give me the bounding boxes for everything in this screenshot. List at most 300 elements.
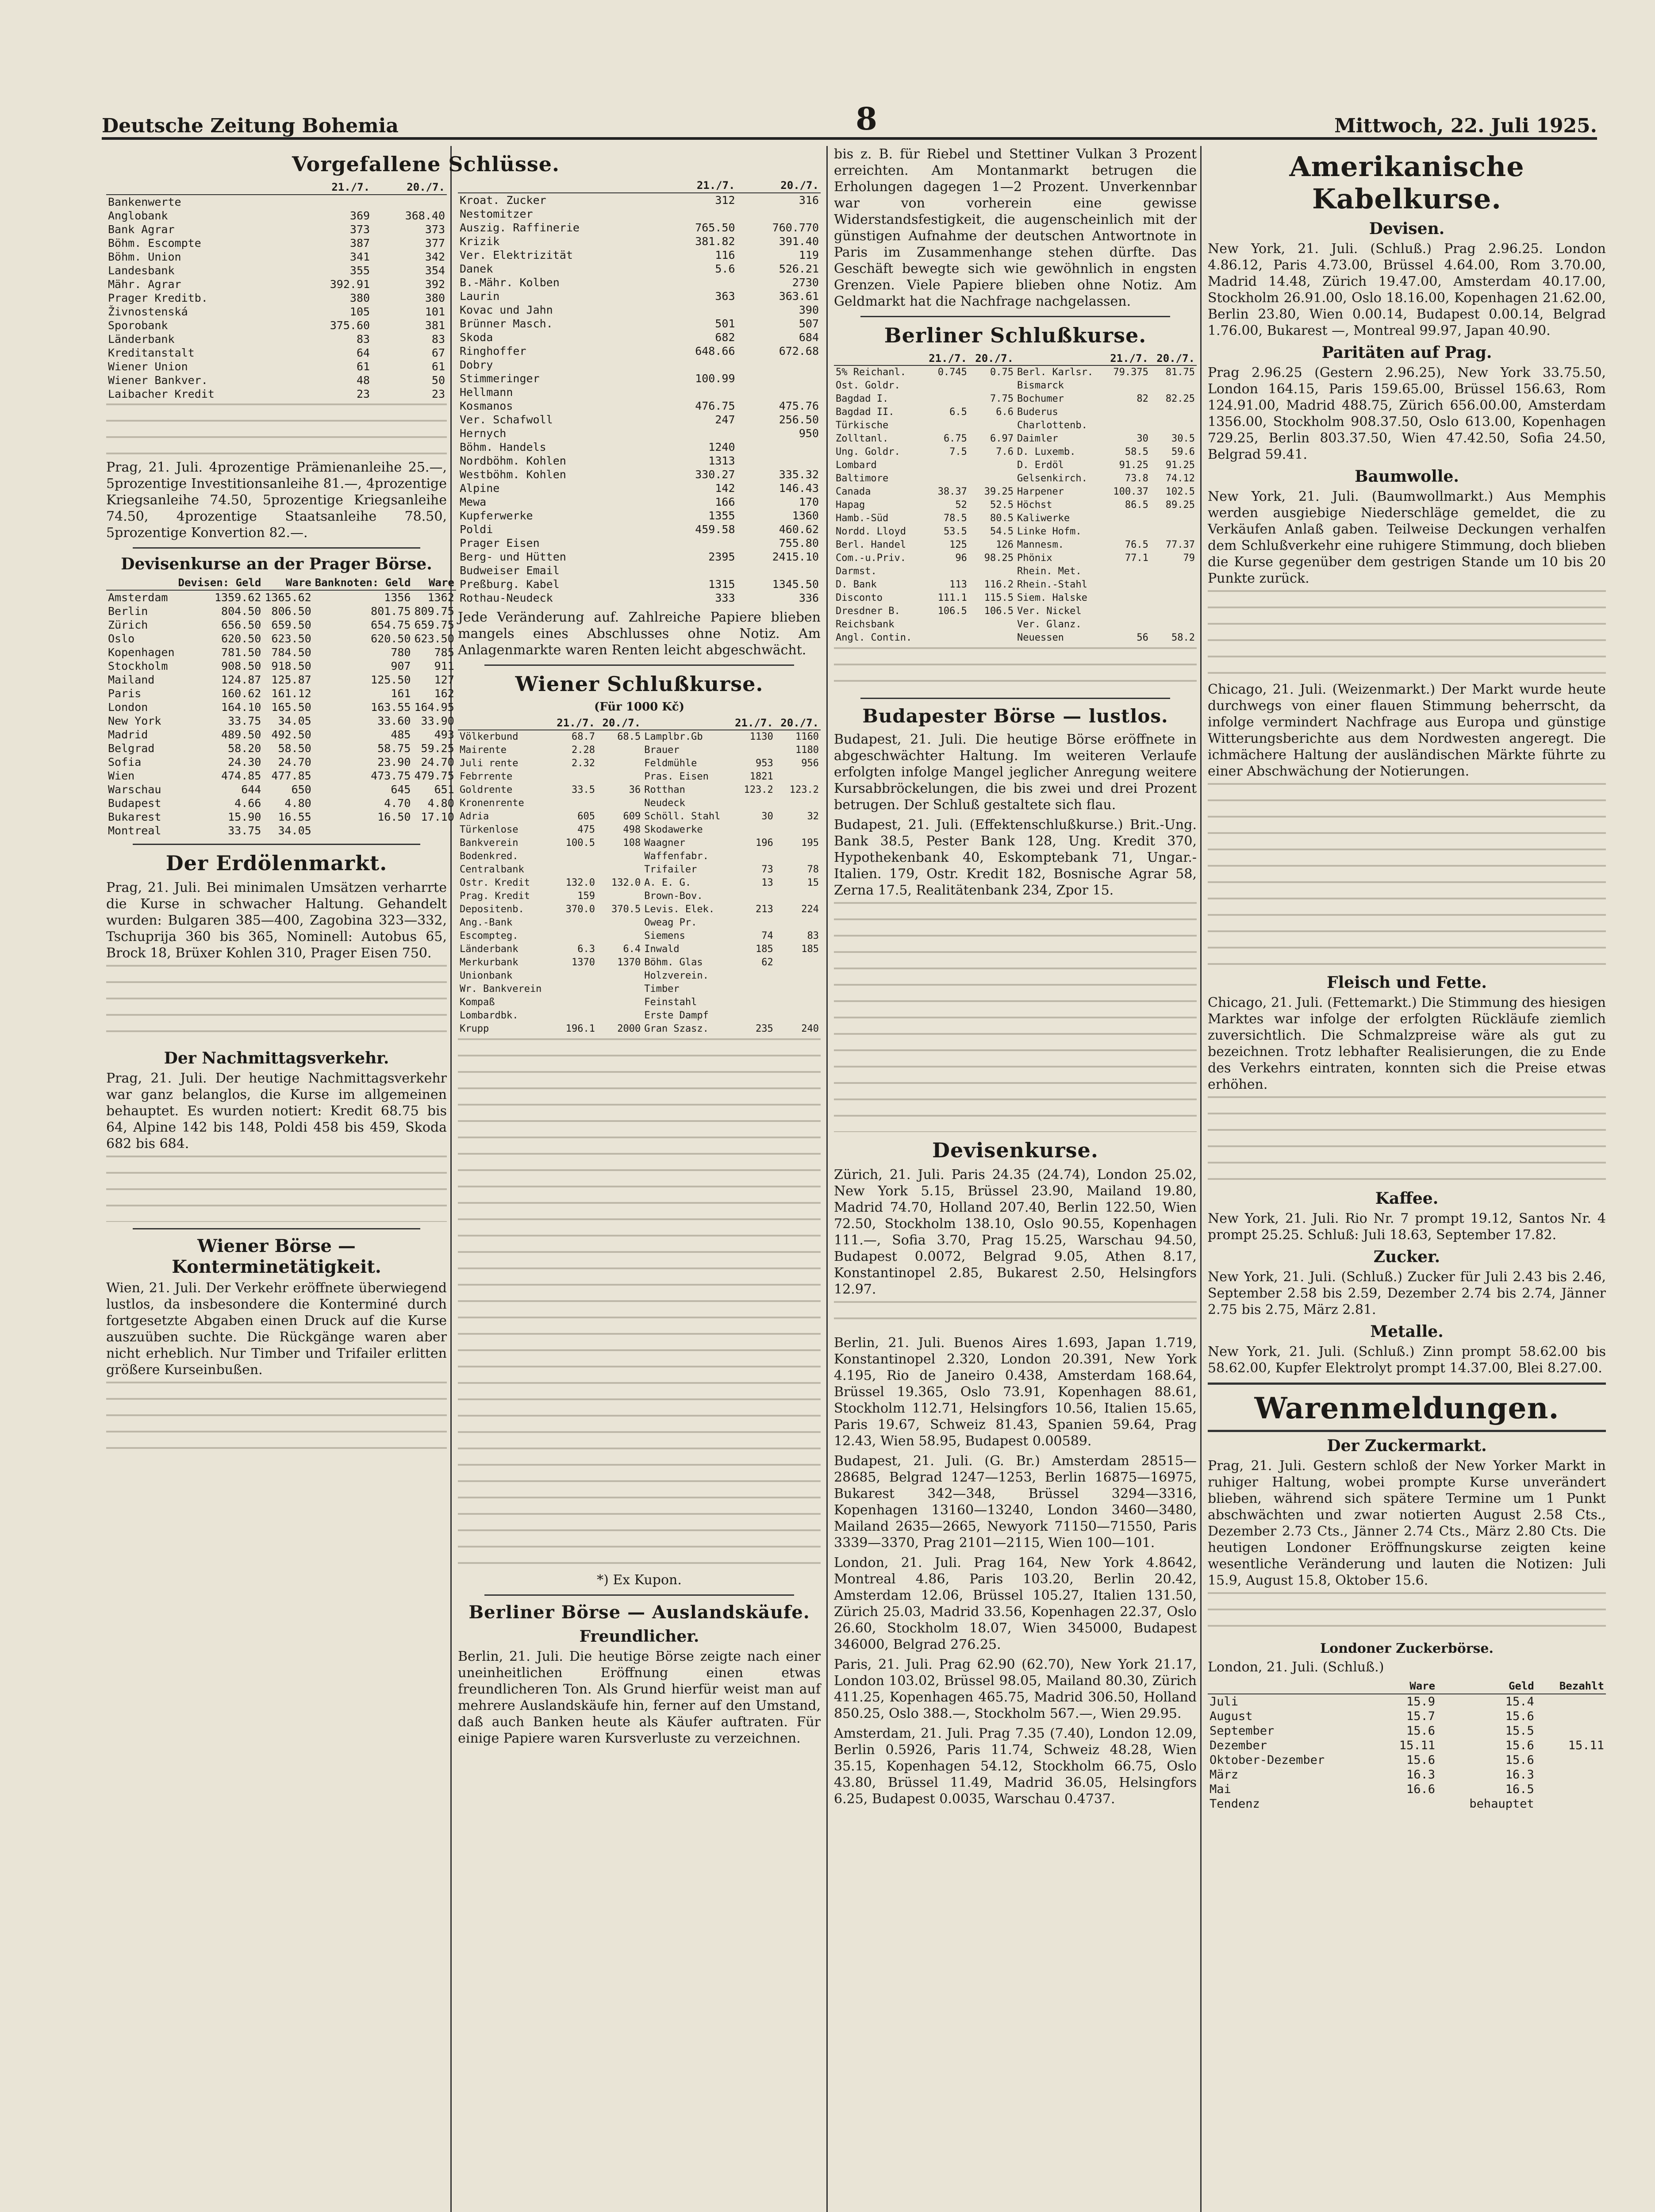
table-cell: Centralbank: [460, 864, 524, 875]
article-text: Prag 2.96.25 (Gestern 2.96.25), New York 33.75.50, London 164.15, Paris 159.65.00, Brüssel 156.63, Rom 124.91.00, Madrid 488.75, Zürich 656.00.00, Amsterdam 1356.00, Stockholm 908.37.50, Oslo 613.00, Kopenhagen 729.25, Berlin 803.37.50, Wien 47.42.50, Sofia 24.50, Belgrad 59.41.: [1208, 365, 1606, 462]
table-cell: [969, 631, 1015, 645]
table-row: [458, 358, 821, 372]
table-cell: Skodawerke: [644, 824, 703, 835]
table-row: [106, 645, 456, 659]
table-cell: Neuessen: [1017, 632, 1064, 643]
table-cell: Buderus: [1017, 407, 1058, 418]
table-cell: 911: [434, 660, 454, 672]
header-cell: 21./7.: [730, 716, 775, 730]
table-row: [1208, 1694, 1606, 1709]
table-cell: Inwald: [644, 944, 680, 955]
table-cell: 368.40: [405, 209, 445, 222]
table-cell: Böhm. Handels: [460, 441, 546, 453]
table-row: [458, 863, 821, 876]
table-cell: Budweiser Email: [460, 564, 560, 577]
table-cell: 342: [425, 250, 445, 263]
text-block: [834, 647, 1197, 691]
table-cell: Kompaß: [460, 997, 495, 1008]
table-cell: 185: [756, 944, 773, 955]
table-cell: [664, 385, 737, 399]
table-cell: [664, 536, 737, 550]
table-cell: 6.3: [577, 944, 595, 955]
table-cell: [922, 618, 969, 631]
table-cell: [313, 824, 413, 837]
table-cell: Mairente: [460, 745, 507, 756]
table-cell: Mewa: [460, 495, 487, 508]
table-cell: 34.05: [278, 714, 311, 727]
divider: [133, 547, 420, 549]
table-cell: [1150, 618, 1197, 631]
table-cell: 82: [1137, 393, 1148, 404]
table-cell: Böhm. Glas: [644, 957, 703, 968]
table-cell: [1104, 379, 1150, 392]
table-header: [106, 576, 456, 590]
text-block: [458, 1038, 821, 1569]
table-row: [834, 525, 1197, 538]
table-cell: 605: [577, 811, 595, 822]
table-cell: 30.5: [1171, 433, 1195, 444]
table-cell: 6.97: [990, 433, 1014, 444]
table-cell: Krupp: [460, 1023, 489, 1034]
table-cell: [597, 996, 642, 1009]
table-row: [458, 193, 821, 207]
table-cell: 956: [801, 758, 819, 769]
table-cell: Poldi: [460, 523, 493, 536]
table-row: [106, 319, 447, 332]
table-cell: 373: [425, 223, 445, 236]
header-cell: 21./7.: [664, 179, 737, 193]
table-cell: 380: [425, 292, 445, 304]
table-cell: 101: [425, 305, 445, 318]
table-row: [106, 223, 447, 236]
table-cell: 809.75: [414, 605, 454, 618]
table-cell: [775, 770, 821, 783]
table-row: [458, 372, 821, 385]
table-cell: 654.75: [371, 618, 411, 631]
table-cell: 0.745: [937, 367, 967, 378]
table-cell: 7.5: [949, 446, 967, 457]
page-number: 8: [856, 100, 877, 137]
table-cell: Daimler: [1017, 433, 1058, 444]
table-cell: [1150, 591, 1197, 605]
table-cell: Hamb.-Süd: [836, 513, 889, 524]
table-cell: [730, 744, 775, 757]
table-cell: 475: [577, 824, 595, 835]
text-block: [834, 902, 1197, 1132]
table-cell: Kupferwerke: [460, 509, 533, 522]
header-cell: 20./7.: [1150, 352, 1197, 365]
table-cell: [551, 850, 597, 863]
currency-table: [106, 576, 456, 837]
section-subtitle: Baumwolle.: [1355, 467, 1459, 486]
table-cell: Lamplbr.Gb: [644, 731, 703, 742]
table-header: [834, 352, 1197, 365]
table-cell: [1536, 1797, 1606, 1811]
table-cell: Krizik: [460, 235, 500, 248]
table-cell: 609: [623, 811, 641, 822]
header-cell: Devisen: Geld: [177, 576, 263, 590]
table-cell: [737, 207, 821, 221]
header-cell: [834, 352, 922, 365]
table-cell: 473.75: [371, 769, 411, 782]
table-cell: [922, 379, 969, 392]
table-cell: Timber: [644, 983, 680, 995]
table-row: [458, 850, 821, 863]
table-row: [106, 755, 456, 769]
table-row: [106, 195, 447, 209]
article-text: Budapest, 21. Juli. (Effektenschlußkurse.) Brit.-Ung. Bank 38.5, Pester Bank 128, Ung. Kredit 370, Hypothekenbank 40, Eskomptebank 71, Ungar.-Italien. 179, Ostr. Kredit 182, Bosnische Agrar 58, Zerna 17.5, Realitätenbank 234, Zpor 15.: [834, 817, 1197, 898]
table-cell: 78.5: [943, 513, 967, 524]
table-row: [106, 632, 456, 645]
table-cell: 96: [955, 553, 967, 564]
table-cell: [664, 358, 737, 372]
table-cell: Wiener Union: [108, 360, 188, 373]
table-cell: Paris: [108, 687, 142, 700]
table-cell: 164.95: [414, 701, 454, 714]
table-cell: [597, 1009, 642, 1022]
section-title: Devisenkurse.: [932, 1138, 1098, 1162]
table-row: [458, 385, 821, 399]
table-cell: Wien: [108, 769, 135, 782]
table-cell: [969, 459, 1015, 472]
table-cell: 316: [799, 194, 819, 207]
table-cell: 86.5: [1125, 499, 1148, 511]
table-cell: [969, 618, 1015, 631]
table-row: [458, 903, 821, 916]
table-cell: 89.25: [1165, 499, 1195, 511]
section-title: Devisenkurse an der Prager Börse.: [121, 555, 432, 573]
table-row: [1208, 1709, 1606, 1724]
table-cell: [775, 983, 821, 996]
table-cell: [775, 850, 821, 863]
table-cell: 58.20: [228, 742, 261, 755]
table-cell: 165.50: [271, 701, 311, 714]
table-cell: 907: [391, 660, 411, 672]
table-cell: Höchst: [1017, 499, 1052, 511]
table-cell: [1150, 525, 1197, 538]
table-cell: 2730: [792, 276, 819, 289]
table-cell: Juli rente: [460, 758, 518, 769]
article-text: New York, 21. Juli. Rio Nr. 7 prompt 19.12, Santos Nr. 4 prompt 25.25. Schluß: Juli 18.63, September 17.82.: [1208, 1211, 1606, 1243]
header-cell: [1208, 1679, 1380, 1694]
masthead: Deutsche Zeitung Bohemia: [102, 115, 399, 137]
table-row: [458, 289, 821, 303]
table-row: [458, 495, 821, 509]
table-cell: Preßburg. Kabel: [460, 578, 560, 591]
table-cell: Goldrente: [460, 784, 513, 795]
table-cell: 15.11: [1568, 1739, 1604, 1752]
table-row: [106, 590, 456, 604]
article-text: Berlin, 21. Juli. Buenos Aires 1.693, Japan 1.719, Konstantinopel 2.320, London 20.391, New York 4.195, Rio de Janeiro 0.438, Amsterdam 168.64, Brüssel 19.365, Oslo 73.91, Kopenhagen 88.61, Stockholm 112.71, Helsingfors 10.56, Italien 15.65, Paris 19.67, Schweiz 81.43, Spanien 59.64, Prag 12.43, Wien 58.95, Budapest 0.00589.: [834, 1335, 1197, 1449]
table-cell: [551, 996, 597, 1009]
article-text: Chicago, 21. Juli. (Fettemarkt.) Die Stimmung des hiesigen Marktes war infolge der erfolgten Rückläufe ziemlich zuversichtlich. Die Schmalzpreise wäre als gut zu bezeichnen. Trotz lebhafter Realisierungen, die zu Ende des Verkehrs eintraten, konnten sich die Preise etwas erhöhen.: [1208, 995, 1606, 1092]
table-cell: 98.25: [984, 553, 1014, 564]
table-cell: Erste Dampf: [644, 1010, 709, 1021]
table-cell: 23: [356, 388, 370, 400]
table-cell: Türkische: [836, 420, 889, 431]
table-row: [106, 618, 456, 632]
section-subtitle: Paritäten auf Prag.: [1321, 343, 1492, 362]
table-cell: 127: [434, 673, 454, 686]
table-cell: [1150, 605, 1197, 618]
table-row: [106, 236, 447, 250]
header-cell: [106, 180, 296, 195]
table-cell: Laurin: [460, 290, 500, 303]
table-cell: 1130: [749, 731, 773, 742]
table-cell: 656.50: [221, 618, 261, 631]
table-cell: [1150, 406, 1197, 419]
table-cell: Gelsenkirch.: [1017, 473, 1087, 484]
table-cell: Völkerbund: [460, 731, 518, 742]
table-cell: 161: [391, 687, 411, 700]
table-cell: 381.82: [695, 235, 735, 248]
table-cell: Brown-Bov.: [644, 891, 703, 902]
header-cell: [1015, 352, 1104, 365]
table-row: [834, 445, 1197, 459]
table-cell: 459.58: [695, 523, 735, 536]
table-row: [106, 769, 456, 783]
table-row: [106, 305, 447, 319]
table-cell: Kaliwerke: [1017, 513, 1070, 524]
section-subtitle: Londoner Zuckerbörse.: [1320, 1641, 1494, 1656]
table-cell: 58.5: [1125, 446, 1148, 457]
table-cell: 48: [356, 374, 370, 387]
stock-table: [458, 179, 821, 605]
table-cell: 64: [356, 346, 370, 359]
table-row: [106, 673, 456, 687]
table-cell: Siemens: [644, 930, 685, 941]
table-row: [458, 399, 821, 413]
table-cell: 760.770: [772, 221, 819, 234]
table-cell: [597, 863, 642, 876]
table-cell: Bagdad II.: [836, 407, 895, 418]
table-cell: 24.30: [228, 756, 261, 768]
table-cell: Bankenwerte: [108, 196, 181, 208]
table-cell: August: [1210, 1709, 1253, 1723]
table-cell: [597, 797, 642, 810]
table-cell: [775, 996, 821, 1009]
table-cell: 125: [949, 539, 967, 550]
table-row: [458, 969, 821, 983]
table-cell: 804.50: [221, 605, 261, 618]
table-cell: [597, 929, 642, 943]
table-row: [106, 714, 456, 728]
column-rule: [1200, 146, 1202, 2212]
table-cell: 59.6: [1171, 446, 1195, 457]
table-cell: 115.5: [984, 592, 1014, 603]
table-cell: 392: [425, 278, 445, 291]
table-cell: 380: [349, 292, 370, 304]
table-cell: 335.32: [779, 468, 819, 481]
table-cell: 1160: [795, 731, 819, 742]
table-cell: 196: [756, 837, 773, 849]
table-cell: Unionbank: [460, 970, 513, 981]
table-row: [458, 770, 821, 783]
table-cell: [730, 969, 775, 983]
table-cell: Warschau: [108, 783, 161, 796]
table-cell: 765.50: [695, 221, 735, 234]
table-cell: [1150, 379, 1197, 392]
table-cell: 1362: [427, 591, 454, 604]
table-cell: [1104, 565, 1150, 578]
table-cell: 493: [434, 728, 454, 741]
table-cell: 476.75: [695, 399, 735, 412]
article-text: Wien, 21. Juli. Der Verkehr eröffnete überwiegend lustlos, da insbesondere die Konterminé durch fortgesetzte Abgaben einen Druck auf die Kurse auszuüben suchte. Die Rückgänge waren aber nicht erheblich. Nur Timber und Trifailer erlitten größere Kurseinbußen.: [106, 1280, 447, 1378]
table-cell: Böhm. Escompte: [108, 237, 201, 250]
table-row: [1208, 1767, 1606, 1782]
table-cell: 160.62: [221, 687, 261, 700]
table-cell: 341: [349, 250, 370, 263]
table-row: [106, 332, 447, 346]
table-cell: 392.91: [330, 278, 370, 291]
table-cell: [597, 983, 642, 996]
table-cell: 132.0: [565, 877, 595, 888]
table-cell: 185: [801, 944, 819, 955]
table-row: [458, 577, 821, 591]
table-cell: 39.25: [984, 486, 1014, 497]
table-cell: 682: [715, 331, 735, 344]
table-cell: Länderbank: [108, 333, 175, 346]
table-cell: 785: [434, 646, 454, 659]
table-cell: 146.43: [779, 482, 819, 495]
table-cell: Prager Kreditb.: [108, 292, 208, 304]
table-cell: 224: [801, 904, 819, 915]
table-cell: 163.55: [371, 701, 411, 714]
table-row: [106, 264, 447, 277]
table-cell: Holzverein.: [644, 970, 709, 981]
table-cell: Ver. Nickel: [1017, 606, 1082, 617]
divider: [1208, 1430, 1606, 1432]
table-cell: 355: [349, 264, 370, 277]
table-cell: 1370: [617, 957, 641, 968]
table-cell: 82.25: [1165, 393, 1195, 404]
table-row: [458, 550, 821, 564]
table-cell: 52.5: [990, 499, 1014, 511]
table-cell: 15.6: [1406, 1753, 1436, 1767]
table-cell: 2415.10: [772, 550, 819, 563]
table-cell: [730, 1009, 775, 1022]
header-cell: [458, 179, 664, 193]
table-row: [834, 631, 1197, 645]
table-cell: Westböhm. Kohlen: [460, 468, 566, 481]
table-cell: 489.50: [221, 728, 261, 741]
table-row: [458, 262, 821, 276]
table-cell: 15.4: [1505, 1695, 1534, 1709]
table-cell: 33.5: [572, 784, 595, 795]
table-cell: 73.8: [1125, 473, 1148, 484]
table-cell: Landesbank: [108, 264, 175, 277]
table-cell: 7.6: [996, 446, 1014, 457]
header-cell: 21./7.: [551, 716, 597, 730]
table-row: [834, 406, 1197, 419]
table-cell: [775, 823, 821, 837]
table-cell: Darmst.: [836, 566, 877, 577]
table-row: [458, 207, 821, 221]
column-rule: [450, 146, 452, 2212]
text-block: [1208, 783, 1606, 969]
table-cell: Hapag: [836, 499, 865, 511]
table-cell: 460.62: [779, 523, 819, 536]
table-cell: [1104, 591, 1150, 605]
table-cell: [1536, 1782, 1606, 1797]
table-cell: Rhein. Met.: [1017, 566, 1082, 577]
table-row: [106, 700, 456, 714]
table-cell: 333: [715, 591, 735, 604]
table-cell: 659.50: [271, 618, 311, 631]
table-cell: Ver. Glanz.: [1017, 619, 1082, 630]
table-cell: Schöll. Stahl: [644, 811, 721, 822]
table-cell: Madrid: [108, 728, 148, 741]
table-cell: 256.50: [779, 413, 819, 426]
section-subtitle: Freundlicher.: [579, 1627, 699, 1646]
sugar-table: [1208, 1679, 1606, 1811]
table-cell: Wiener Bankver.: [108, 374, 208, 387]
table-cell: 132.0: [611, 877, 641, 888]
table-cell: Montreal: [108, 824, 161, 837]
table-cell: 15.6: [1505, 1753, 1534, 1767]
table-cell: [664, 303, 737, 317]
divider: [860, 698, 1170, 699]
table-row: [834, 578, 1197, 591]
table-row: [458, 522, 821, 536]
table-row: [834, 605, 1197, 618]
article-text: Paris, 21. Juli. Prag 62.90 (62.70), New York 21.17, London 103.02, Brüssel 98.05, Mailand 80.30, Zürich 411.25, Kopenhagen 465.75, Madrid 306.50, Holland 850.25, Oslo 388.—, Stockholm 567.—, Wien 29.95.: [834, 1657, 1197, 1721]
table-cell: 1370: [572, 957, 595, 968]
table-row: [106, 824, 456, 837]
table-cell: 195: [801, 837, 819, 849]
table-cell: Bismarck: [1017, 380, 1064, 391]
table-cell: 806.50: [271, 605, 311, 618]
table-row: [458, 783, 821, 797]
table-row: [834, 365, 1197, 379]
table-cell: [1536, 1694, 1606, 1709]
table-cell: 23: [431, 388, 445, 400]
table-cell: Ver. Elektrizität: [460, 249, 573, 261]
table-cell: 801.75: [371, 605, 411, 618]
table-cell: [1150, 578, 1197, 591]
table-cell: 354: [425, 264, 445, 277]
table-cell: [775, 1009, 821, 1022]
table-cell: Nordd. Lloyd: [836, 526, 906, 537]
table-cell: 684: [799, 331, 819, 344]
table-cell: Disconto: [836, 592, 883, 603]
table-cell: [1104, 406, 1150, 419]
table-row: [458, 276, 821, 289]
table-cell: [597, 890, 642, 903]
table-cell: [1536, 1709, 1606, 1724]
table-cell: 2.28: [572, 745, 595, 756]
table-cell: Zolltanl.: [836, 433, 889, 444]
table-cell: Adria: [460, 811, 489, 822]
table-cell: 2000: [617, 1023, 641, 1034]
table-cell: [1104, 605, 1150, 618]
table-cell: Feinstahl: [644, 997, 697, 1008]
section-title: Amerikanische Kabelkurse.: [1289, 150, 1524, 215]
table-cell: [296, 195, 372, 209]
table-cell: 650: [291, 783, 311, 796]
divider: [484, 664, 794, 666]
table-cell: September: [1210, 1724, 1275, 1738]
header-cell: Banknoten: Geld: [313, 576, 413, 590]
table-cell: 16.3: [1505, 1768, 1534, 1782]
table-cell: 16.5: [1505, 1782, 1534, 1796]
table-cell: Auszig. Raffinerie: [460, 221, 580, 234]
table-cell: 105: [349, 305, 370, 318]
table-cell: [922, 419, 969, 432]
table-cell: 648.66: [695, 345, 735, 357]
table-cell: Trifailer: [644, 864, 697, 875]
table-cell: 100.99: [695, 372, 735, 385]
